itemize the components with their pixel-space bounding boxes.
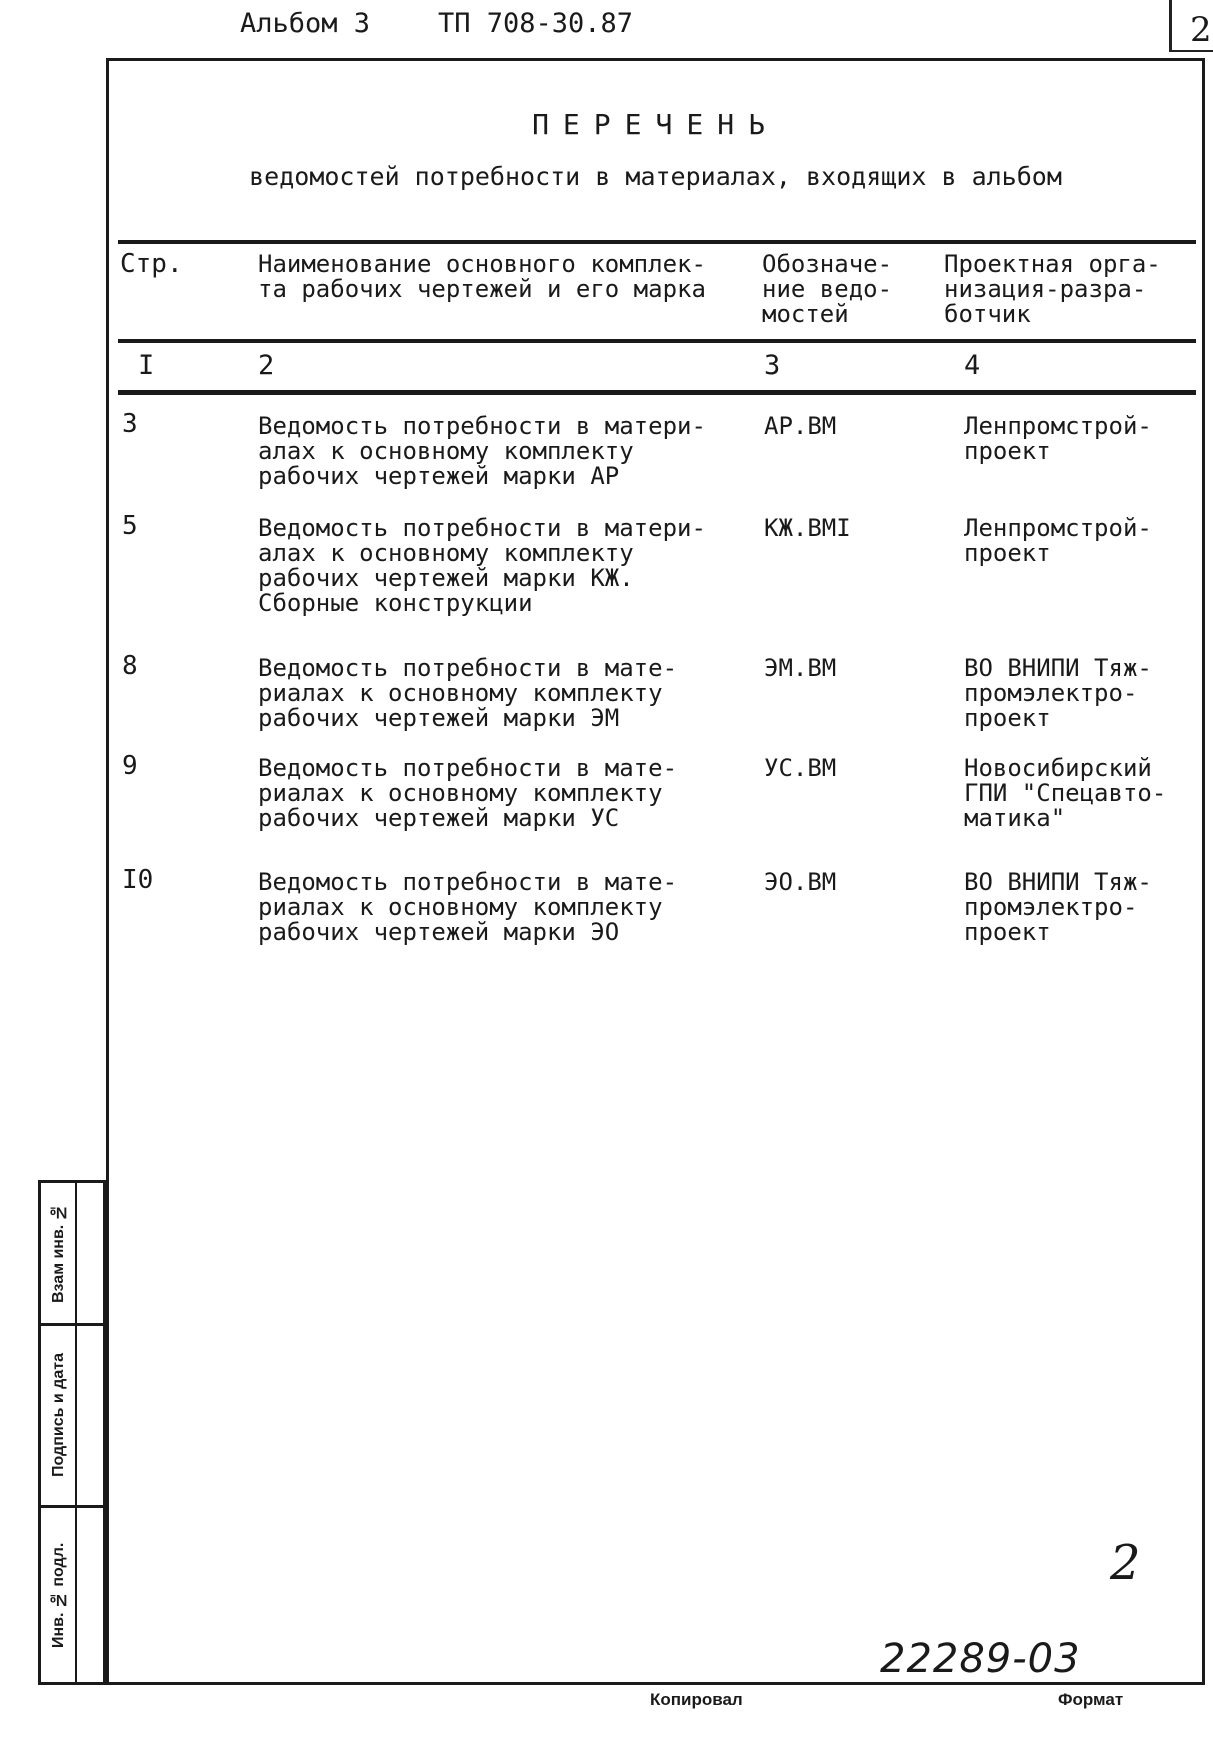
table-rule-numbers [118, 390, 1196, 395]
table-row-name: Ведомость потребности в мате- риалах к основному комплекту рабочих чертежей марки УС [258, 754, 678, 832]
column-header-code: Обозначе- ние ведо- мостей [762, 250, 893, 328]
handwritten-sheet-mark: 2 [1110, 1535, 1141, 1591]
document-code: ТП 708-30.87 [438, 8, 634, 39]
table-row-page: I0 [122, 865, 154, 895]
stamp-label-original-inv: Инв. № подл. [50, 1542, 67, 1648]
table-row-org: ВО ВНИПИ Тяж- промэлектро- проект [964, 654, 1152, 732]
table-row-code: ЭМ.ВМ [764, 654, 837, 682]
stamp-label-signature-date: Подпись и дата [50, 1353, 67, 1478]
footer-copied-label: Копировал [650, 1690, 743, 1709]
table-row-code: АР.ВМ [764, 412, 837, 440]
header-divider-horizontal [1169, 50, 1213, 52]
footer-format-label: Формат [1058, 1690, 1124, 1709]
column-number-1: I [138, 350, 155, 381]
table-rule-top [118, 240, 1196, 244]
table-row-page: 3 [122, 409, 138, 439]
column-header-page: Стр. [120, 249, 183, 279]
page-subtitle: ведомостей потребности в материалах, входящих в альбом [249, 162, 1062, 191]
table-row-page: 8 [122, 651, 138, 681]
column-header-name: Наименование основного комплек- та рабочих чертежей и его марка [258, 250, 706, 303]
table-row-code: ЭО.ВМ [764, 868, 837, 896]
table-rule-header [118, 339, 1196, 343]
table-row-name: Ведомость потребности в матери- алах к основному комплекту рабочих чертежей марки АР [258, 412, 706, 490]
handwritten-archive-code: 22289-03 [880, 1636, 1081, 1682]
table-row-name: Ведомость потребности в мате- риалах к основному комплекту рабочих чертежей марки ЭМ [258, 654, 678, 732]
column-number-2: 2 [258, 350, 275, 381]
table-row-code: КЖ.ВМI [764, 514, 851, 542]
column-header-org: Проектная орга- низация-разра- ботчик [944, 250, 1161, 328]
table-row-org: ВО ВНИПИ Тяж- промэлектро- проект [964, 868, 1152, 946]
table-row-org: Новосибирский ГПИ "Спецавто- матика" [964, 754, 1167, 832]
page-title: ПЕРЕЧЕНЬ [532, 108, 779, 141]
table-row-page: 5 [122, 511, 138, 541]
column-number-4: 4 [964, 350, 981, 381]
page-number: 2 [1190, 10, 1212, 50]
column-number-3: 3 [764, 350, 781, 381]
table-row-org: Ленпромстрой- проект [964, 514, 1152, 567]
table-row-code: УС.ВМ [764, 754, 837, 782]
table-row-page: 9 [122, 751, 138, 781]
stamp-label-replaced-inv: Взам инв. № [50, 1203, 67, 1303]
header-divider [1169, 0, 1172, 52]
table-row-name: Ведомость потребности в матери- алах к основному комплекту рабочих чертежей марки КЖ. Сборные конструкции [258, 514, 706, 617]
margin-stamp [38, 1180, 106, 1685]
album-label: Альбом 3 [240, 8, 371, 39]
stamp-divider [75, 1183, 77, 1682]
table-row-name: Ведомость потребности в мате- риалах к основному комплекту рабочих чертежей марки ЭО [258, 868, 678, 946]
table-row-org: Ленпромстрой- проект [964, 412, 1152, 465]
